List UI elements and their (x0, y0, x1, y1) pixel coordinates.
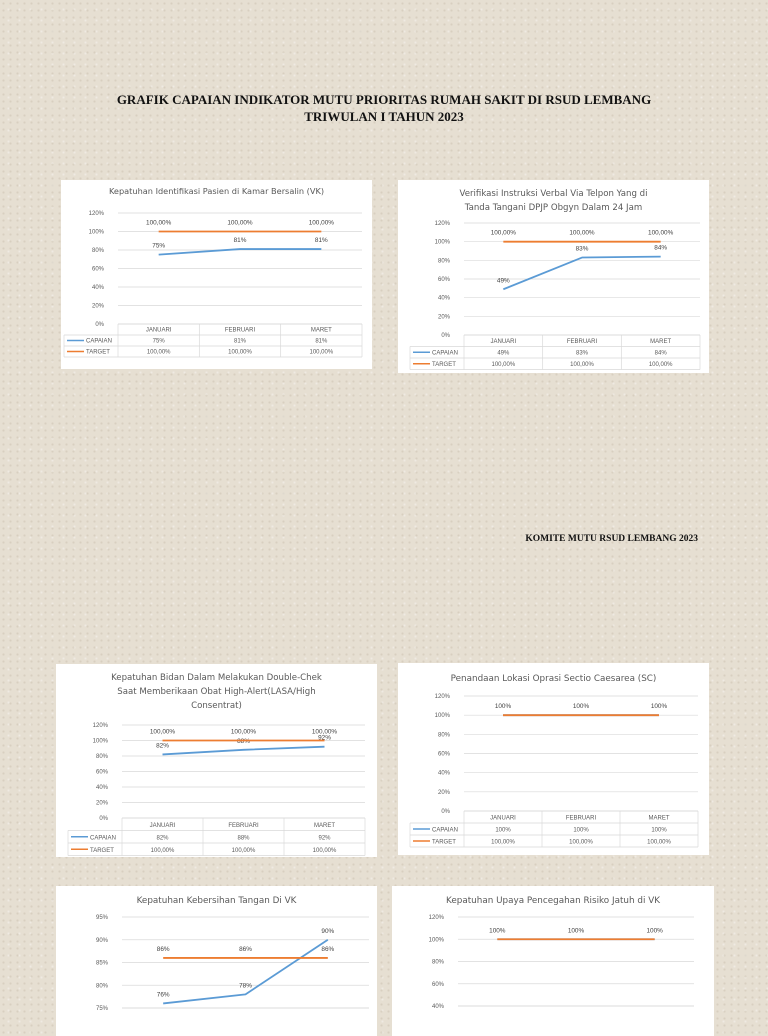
data-label-target: 100,00% (491, 230, 517, 237)
table-cell: 100,00% (491, 839, 515, 845)
y-tick-label: 90% (96, 938, 109, 944)
y-tick-label: 80% (438, 732, 451, 738)
table-cell: 100,00% (232, 848, 256, 854)
y-tick-label: 60% (432, 982, 445, 988)
data-label-target: 100,00% (146, 220, 172, 227)
data-label-capaian: 49% (497, 277, 510, 284)
y-tick-label: 100% (429, 937, 445, 943)
x-tick-label: MARET (314, 823, 335, 829)
chart-panel-kebersihan-tangan (56, 886, 377, 1036)
x-tick-label: FEBRUARI (228, 823, 259, 829)
y-tick-label: 100% (435, 713, 451, 719)
x-tick-label: JANUARI (146, 328, 172, 334)
x-tick-label: FEBRUARI (567, 339, 598, 345)
data-label-capaian: 100% (646, 927, 663, 934)
series-line-capaian (163, 747, 325, 755)
table-cell: 49% (497, 351, 510, 357)
y-tick-label: 40% (438, 771, 451, 777)
y-tick-label: 40% (432, 1004, 445, 1010)
y-tick-label: 120% (435, 221, 451, 227)
y-tick-label: 40% (92, 285, 105, 291)
y-tick-label: 0% (441, 809, 450, 815)
x-tick-label: MARET (649, 815, 670, 821)
data-label-target: 86% (321, 946, 334, 953)
table-cell: 100% (573, 827, 589, 833)
data-label-target: 100,00% (309, 220, 335, 227)
y-tick-label: 80% (96, 983, 109, 989)
x-tick-label: MARET (650, 339, 671, 345)
table-cell: 100,00% (570, 362, 594, 368)
y-tick-label: 75% (96, 1006, 109, 1012)
table-cell: 81% (234, 339, 247, 345)
table-cell: 100% (651, 827, 667, 833)
chart-svg (398, 663, 709, 855)
legend-label: CAPAIAN (90, 835, 116, 841)
footer-text: KOMITE MUTU RSUD LEMBANG 2023 (525, 534, 698, 544)
chart-title-line: Kepatuhan Identifikasi Pasien di Kamar Bersalin (VK) (109, 186, 324, 196)
x-tick-label: FEBRUARI (225, 328, 256, 334)
data-label-target: 100,00% (231, 729, 257, 736)
table-cell: 81% (315, 339, 328, 345)
y-tick-label: 0% (95, 322, 104, 328)
chart-title-line: Consentrat) (191, 701, 242, 711)
legend-label: TARGET (432, 839, 456, 845)
y-tick-label: 95% (96, 915, 109, 921)
y-tick-label: 100% (93, 739, 109, 745)
table-cell: 82% (156, 835, 169, 841)
series-line-capaian (503, 257, 660, 290)
chart-svg (61, 180, 372, 369)
chart-title-line: Kepatuhan Upaya Pencegahan Risiko Jatuh di VK (446, 896, 660, 906)
data-label-capaian: 83% (576, 246, 589, 253)
y-tick-label: 80% (432, 960, 445, 966)
chart-panel-penandaan-lokasi-operasi (398, 663, 709, 855)
y-tick-label: 60% (438, 277, 451, 283)
y-tick-label: 0% (441, 333, 450, 339)
chart-panel-verifikasi-instruksi-verbal (398, 180, 709, 373)
chart-panel-pencegahan-risiko-jatuh (392, 886, 714, 1036)
y-tick-label: 60% (96, 770, 109, 776)
table-cell: 100,00% (491, 362, 515, 368)
table-cell: 100,00% (649, 362, 673, 368)
data-label-target: 86% (157, 946, 170, 953)
table-cell: 100,00% (647, 839, 671, 845)
y-tick-label: 60% (438, 752, 451, 758)
data-label-capaian: 100% (573, 703, 590, 710)
data-label-capaian: 100% (568, 927, 585, 934)
y-tick-label: 120% (435, 694, 451, 700)
legend-label: CAPAIAN (432, 351, 458, 357)
document-title-line-2: TRIWULAN I TAHUN 2023 (0, 109, 768, 125)
legend-label: TARGET (90, 848, 114, 854)
y-tick-label: 0% (99, 816, 108, 822)
chart-svg (56, 664, 377, 857)
chart-title-line: Kepatuhan Bidan Dalam Melakukan Double-Chek (111, 673, 322, 683)
data-label-target: 100,00% (648, 230, 674, 237)
data-label-target: 100,00% (312, 729, 338, 736)
table-cell: 100,00% (313, 848, 337, 854)
y-tick-label: 100% (435, 240, 451, 246)
y-tick-label: 120% (89, 211, 105, 217)
x-tick-label: JANUARI (490, 339, 516, 345)
y-tick-label: 20% (438, 790, 451, 796)
y-tick-label: 100% (89, 230, 105, 236)
x-tick-label: JANUARI (490, 815, 516, 821)
data-label-target: 86% (239, 946, 252, 953)
data-label-capaian: 76% (157, 991, 170, 998)
chart-title-line: Kepatuhan Kebersihan Tangan Di VK (137, 896, 297, 906)
data-label-capaian: 82% (156, 742, 169, 749)
y-tick-label: 40% (96, 785, 109, 791)
document-title-line-1: GRAFIK CAPAIAN INDIKATOR MUTU PRIORITAS RUMAH SAKIT DI RSUD LEMBANG (0, 92, 768, 108)
data-label-capaian: 81% (315, 237, 328, 244)
table-cell: 75% (153, 339, 166, 345)
table-cell: 100,00% (228, 350, 252, 356)
legend-label: TARGET (432, 362, 456, 368)
data-label-target: 100,00% (569, 230, 595, 237)
chart-svg (398, 180, 709, 373)
chart-panel-identifikasi-pasien (61, 180, 372, 369)
data-label-capaian: 100% (651, 703, 668, 710)
x-tick-label: JANUARI (150, 823, 176, 829)
data-label-target: 100,00% (150, 729, 176, 736)
y-tick-label: 40% (438, 296, 451, 302)
table-cell: 100% (495, 827, 511, 833)
y-tick-label: 80% (96, 754, 109, 760)
data-label-target: 100,00% (227, 220, 253, 227)
data-label-capaian: 90% (321, 928, 334, 935)
chart-title-line: Verifikasi Instruksi Verbal Via Telpon Yang di (459, 189, 647, 199)
legend-label: TARGET (86, 350, 110, 356)
chart-panel-double-check-high-alert (56, 664, 377, 857)
y-tick-label: 120% (93, 723, 109, 729)
data-label-capaian: 100% (495, 703, 512, 710)
data-label-capaian: 92% (318, 735, 331, 742)
data-label-capaian: 84% (654, 245, 667, 252)
chart-title-line: Tanda Tangani DPJP Obgyn Dalam 24 Jam (464, 203, 642, 213)
data-label-capaian: 81% (234, 237, 247, 244)
y-tick-label: 20% (92, 304, 105, 310)
y-tick-label: 85% (96, 961, 109, 967)
y-tick-label: 20% (438, 314, 451, 320)
x-tick-label: MARET (311, 328, 332, 334)
chart-svg (56, 886, 377, 1036)
y-tick-label: 60% (92, 267, 105, 273)
table-cell: 100,00% (309, 350, 333, 356)
table-cell: 84% (655, 351, 668, 357)
table-cell: 100,00% (147, 350, 171, 356)
chart-svg (392, 886, 714, 1036)
table-cell: 100,00% (151, 848, 175, 854)
data-label-capaian: 88% (237, 738, 250, 745)
data-label-capaian: 75% (152, 243, 165, 250)
chart-title-line: Saat Memberikaan Obat High-Alert(LASA/High (117, 687, 315, 697)
y-tick-label: 120% (429, 915, 445, 921)
legend-label: CAPAIAN (86, 339, 112, 345)
table-cell: 83% (576, 351, 589, 357)
table-cell: 88% (237, 835, 250, 841)
legend-label: CAPAIAN (432, 827, 458, 833)
x-tick-label: FEBRUARI (566, 815, 597, 821)
data-label-capaian: 100% (489, 927, 506, 934)
table-cell: 100,00% (569, 839, 593, 845)
y-tick-label: 80% (438, 258, 451, 264)
y-tick-label: 80% (92, 248, 105, 254)
data-label-capaian: 78% (239, 982, 252, 989)
chart-title-line: Penandaan Lokasi Oprasi Sectio Caesarea (SC) (451, 674, 657, 684)
table-cell: 92% (318, 835, 331, 841)
y-tick-label: 20% (96, 801, 109, 807)
